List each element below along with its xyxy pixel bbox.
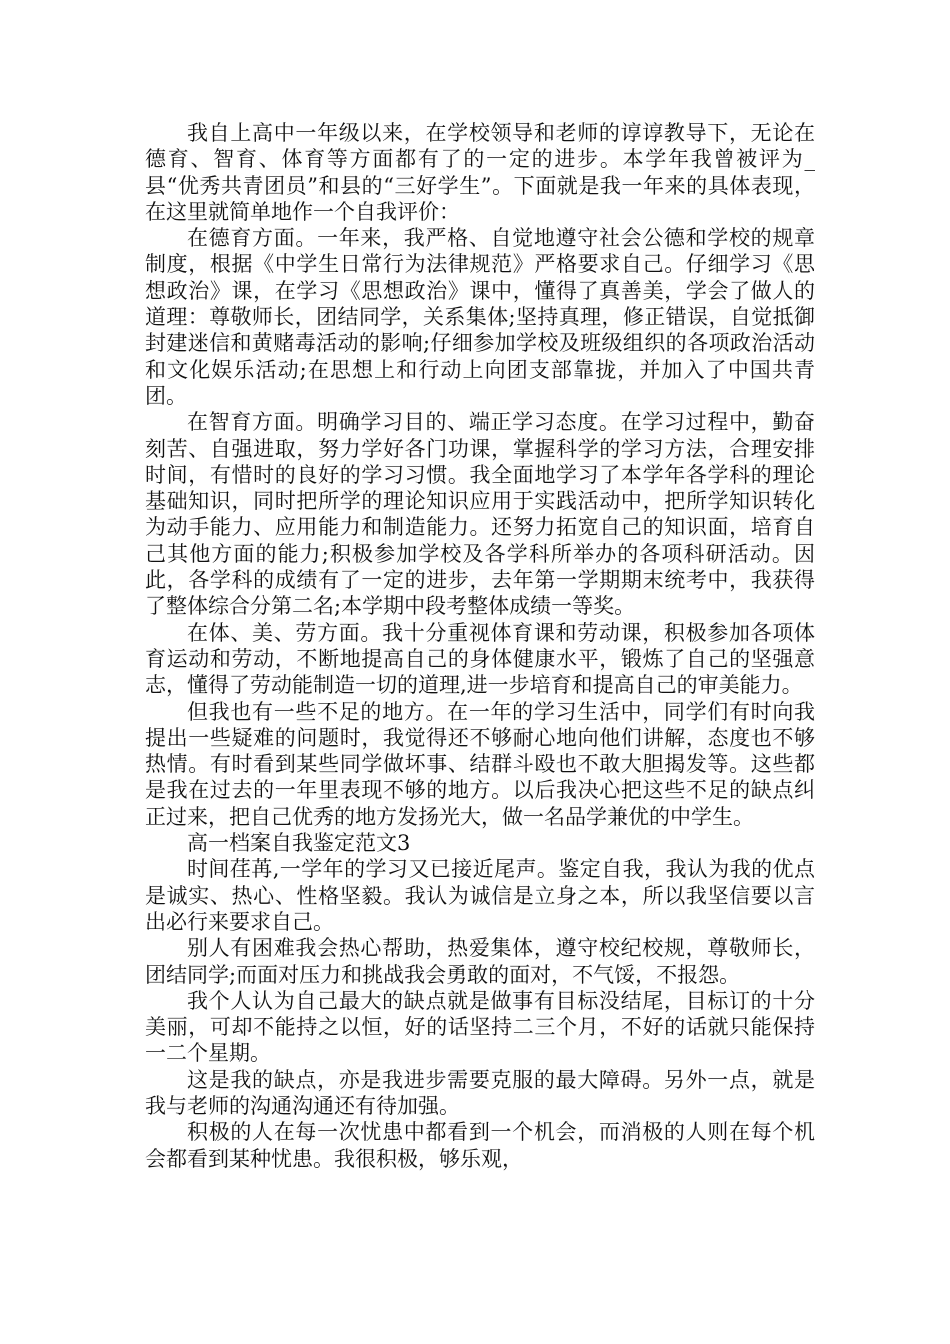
paragraph-physical: 在体、美、劳方面。我十分重视体育课和劳动课，积极参加各项体育运动和劳动，不断地提高自己的身体健康水平，锻炼了自己的坚强意志，懂得了劳动能制造一切的道理,进一步培育和提高自己的审美能力。 bbox=[145, 620, 815, 698]
paragraph-helpful: 别人有困难我会热心帮助，热爱集体，遵守校纪校规，尊敬师长，团结同学;而面对压力和挑战我会勇敢的面对，不气馁，不报怨。 bbox=[145, 936, 815, 987]
paragraph-intro: 我自上高中一年级以来，在学校领导和老师的谆谆教导下，无论在德育、智育、体育等方面都有了的一定的进步。本学年我曾被评为_县“优秀共青团员”和县的“三好学生”。下面就是我一年来的具体表现，在这里就简单地作一个自我评价： bbox=[145, 121, 815, 224]
paragraph-self-review: 时间荏苒,一学年的学习又已接近尾声。鉴定自我，我认为我的优点是诚实、热心、性格坚毅。我认为诚信是立身之本，所以我坚信要以言出必行来要求自己。 bbox=[145, 857, 815, 934]
section-title: 高一档案自我鉴定范文3 bbox=[187, 831, 411, 856]
paragraph-obstacle: 这是我的缺点，亦是我进步需要克服的最大障碍。另外一点，就是我与老师的沟通沟通还有待加强。 bbox=[145, 1067, 815, 1118]
paragraph-intellect: 在智育方面。明确学习目的、端正学习态度。在学习过程中，勤奋刻苦、自强进取，努力学好各门功课，掌握科学的学习方法，合理安排时间，有惜时的良好的学习习惯。我全面地学习了本学年各学科的理论基础知识，同时把所学的理论知识应用于实践活动中，把所学知识转化为动手能力、应用能力和制造能力。还努力拓宽自己的知识面，培育自己其他方面的能力;积极参加学校及各学科所举办的各项科研活动。因此，各学科的成绩有了一定的进步，去年第一学期期末统考中，我获得了整体综合分第二名;本学期中段考整体成绩一等奖。 bbox=[145, 410, 815, 619]
paragraph-moral: 在德育方面。一年来，我严格、自觉地遵守社会公德和学校的规章制度，根据《中学生日常行为法律规范》严格要求自己。仔细学习《思想政治》课，在学习《思想政治》课中，懂得了真善美，学会了做人的道理：尊敬师长，团结同学，关系集体;坚持真理，修正错误，自觉抵御封建迷信和黄赌毒活动的影响;仔细参加学校及班级组织的各项政治活动和文化娱乐活动;在思想上和行动上向团支部靠拢，并加入了中国共青团。 bbox=[145, 226, 815, 408]
paragraph-weakness: 我个人认为自己最大的缺点就是做事有目标没结尾，目标订的十分美丽，可却不能持之以恒，好的话坚持二三个月，不好的话就只能保持一二个星期。 bbox=[145, 988, 815, 1066]
paragraph-shortcomings: 但我也有一些不足的地方。在一年的学习生活中，同学们有时向我提出一些疑难的问题时，我觉得还不够耐心地向他们讲解，态度也不够热情。有时看到某些同学做坏事、结群斗殴也不敢大胆揭发等。这些都是我在过去的一年里表现不够的地方。以后我决心把这些不足的缺点纠正过来，把自己优秀的地方发扬光大，做一名品学兼优的中学生。 bbox=[145, 699, 815, 829]
document-body bbox=[145, 120, 815, 1172]
paragraph-positive: 积极的人在每一次忧患中都看到一个机会，而消极的人则在每个机会都看到某种忧患。我很积极，够乐观， bbox=[145, 1120, 815, 1171]
